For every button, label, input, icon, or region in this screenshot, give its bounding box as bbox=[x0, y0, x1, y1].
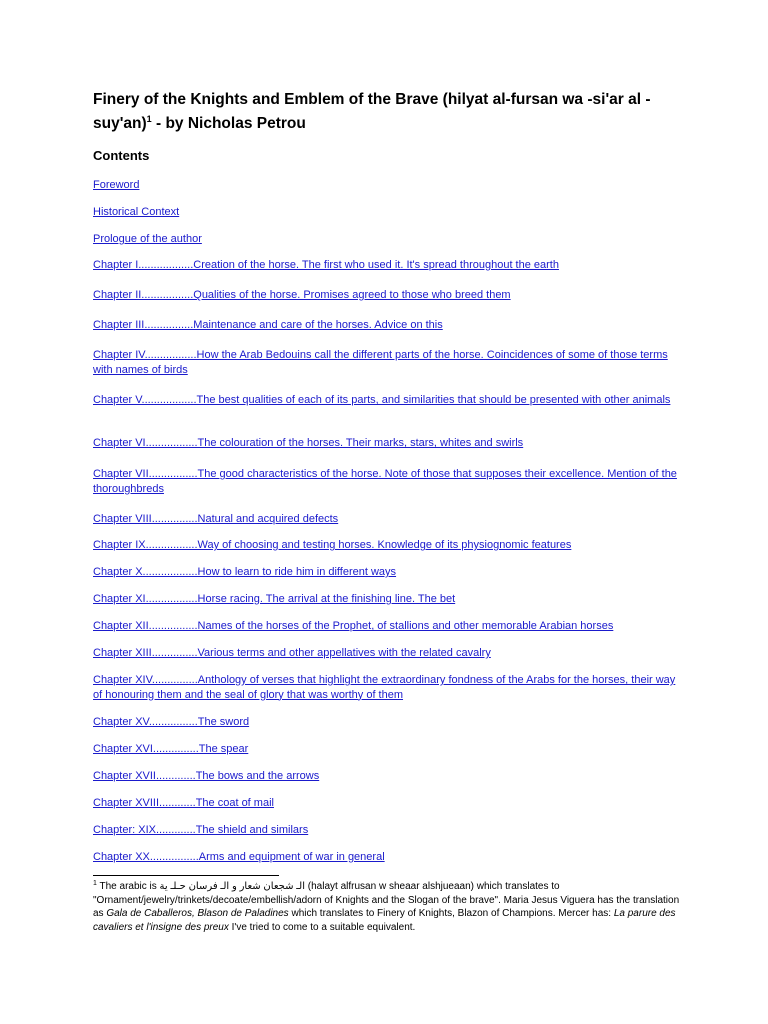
toc-link-chapter-18[interactable]: Chapter XVIII............The coat of mail bbox=[93, 797, 274, 809]
toc-link-historical-context[interactable]: Historical Context bbox=[93, 206, 180, 218]
toc-link-chapter-1[interactable]: Chapter I..................Creation of the horse. The first who used it. It's spread throughout the earth bbox=[93, 259, 559, 271]
footnote-text-3: which translates to Finery of Knights, Blazon of Champions. Mercer has: bbox=[288, 908, 614, 919]
toc-link-chapter-9[interactable]: Chapter IX.................Way of choosing and testing horses. Knowledge of its physiognomic features bbox=[93, 539, 572, 551]
toc-link-chapter-16[interactable]: Chapter XVI...............The spear bbox=[93, 743, 249, 755]
toc-link-chapter-3[interactable]: Chapter III................Maintenance and care of the horses. Advice on this bbox=[93, 319, 443, 331]
toc-link-chapter-5[interactable]: Chapter V..................The best qualities of each of its parts, and similarities that should be presented with other animals bbox=[93, 394, 671, 406]
footnote-text-2: (halayt alfrusan w sheaar alshjueaan) which translates to "Ornament/jewelry/trinkets/decoate/embellish/adorn of Knights and the Slogan of the brave". Maria Jesus Viguera has the translation as bbox=[93, 881, 680, 919]
toc-link-chapter-14[interactable]: Chapter XIV...............Anthology of verses that highlight the extraordinary fondness of the Arabs for the horses, their way of honouring them and the seal of glory that was worthy of them bbox=[93, 674, 676, 701]
title-text: Finery of the Knights and Emblem of the Brave (hilyat al-fursan wa -si'ar al - suy'an) bbox=[93, 91, 651, 132]
toc-link-prologue[interactable]: Prologue of the author bbox=[93, 233, 202, 245]
toc-link-chapter-13[interactable]: Chapter XIII...............Various terms and other appellatives with the related cavalry bbox=[93, 647, 491, 659]
toc-link-chapter-11[interactable]: Chapter XI.................Horse racing. The arrival at the finishing line. The bet bbox=[93, 593, 456, 605]
toc-link-chapter-4[interactable]: Chapter IV.................How the Arab Bedouins call the different parts of the horse. Coincidences of some of those terms with names of birds bbox=[93, 349, 668, 376]
contents-heading: Contents bbox=[93, 148, 150, 163]
footnote-number: 1 bbox=[93, 880, 97, 887]
footnote-text-4: I've tried to come to a suitable equivalent. bbox=[228, 921, 416, 933]
toc-link-foreword[interactable]: Foreword bbox=[93, 179, 140, 191]
footnote-italic-title-2: La parure des cavaliers et l'insigne des preux bbox=[93, 908, 676, 933]
title-author: - by Nicholas Petrou bbox=[151, 115, 306, 132]
toc-link-chapter-8[interactable]: Chapter VIII...............Natural and acquired defects bbox=[93, 513, 339, 525]
footnote-ref-1[interactable]: 1 bbox=[146, 114, 152, 124]
toc-link-chapter-17[interactable]: Chapter XVII.............The bows and the arrows bbox=[93, 770, 320, 782]
toc-link-chapter-15[interactable]: Chapter XV................The sword bbox=[93, 716, 250, 728]
footnote-1 bbox=[93, 880, 683, 934]
toc-link-chapter-12[interactable]: Chapter XII................Names of the horses of the Prophet, of stallions and other memorable Arabian horses bbox=[93, 620, 614, 632]
footnote-separator bbox=[93, 875, 279, 876]
toc-link-chapter-20[interactable]: Chapter XX................Arms and equipment of war in general bbox=[93, 851, 385, 863]
toc-link-chapter-19[interactable]: Chapter: XIX.............The shield and similars bbox=[93, 824, 309, 836]
toc-link-chapter-7[interactable]: Chapter VII................The good characteristics of the horse. Note of those that supposes their excellence. Mention of the thoroughbreds bbox=[93, 468, 677, 495]
footnote-text-1: The arabic is bbox=[96, 881, 160, 892]
footnote-italic-title-1: Gala de Caballeros, Blason de Paladines bbox=[106, 908, 289, 919]
toc-link-chapter-2[interactable]: Chapter II.................Qualities of the horse. Promises agreed to those who breed them bbox=[93, 289, 511, 301]
document-title bbox=[93, 88, 693, 136]
toc-link-chapter-10[interactable]: Chapter X..................How to learn to ride him in different ways bbox=[93, 566, 397, 578]
toc-link-chapter-6[interactable]: Chapter VI.................The colouration of the horses. Their marks, stars, whites and swirls bbox=[93, 437, 524, 449]
footnote-arabic-text: الـ شجعان شعار و الـ فرسان حـلـ ية bbox=[159, 881, 306, 892]
